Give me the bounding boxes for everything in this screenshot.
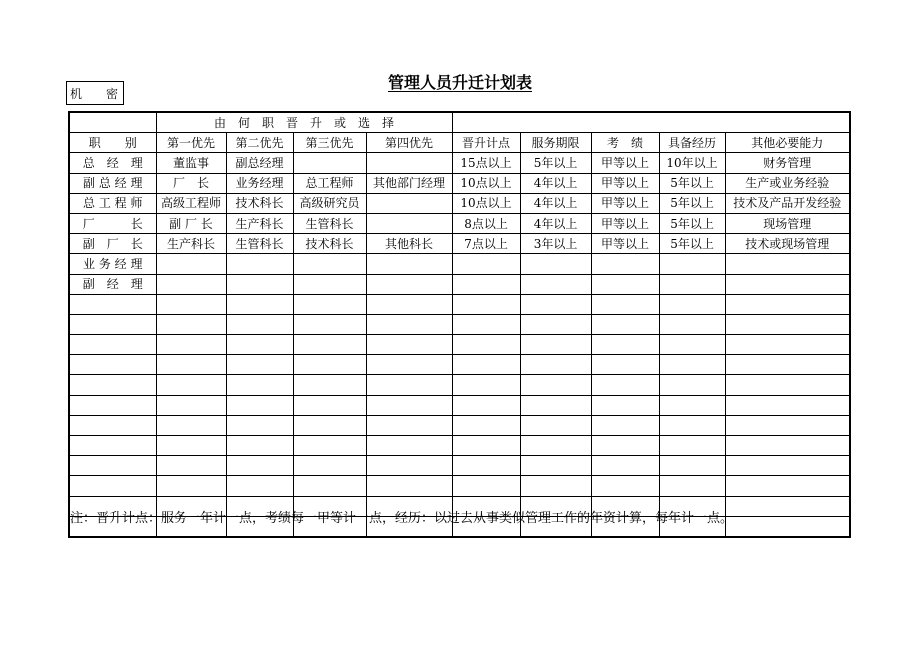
cell-p2: 副总经理 [226, 153, 293, 173]
cell-role: 副 总 经 理 [69, 173, 156, 193]
cell-p2 [226, 476, 293, 496]
cell-ability: 财务管理 [725, 153, 850, 173]
cell-points: 10点以上 [452, 173, 520, 193]
cell-rating [591, 395, 659, 415]
cell-experience: 5年以上 [659, 234, 725, 254]
cell-experience [659, 355, 725, 375]
cell-service [520, 456, 591, 476]
cell-role: 厂 长 [69, 213, 156, 233]
cell-role [69, 456, 156, 476]
cell-p1: 厂 长 [156, 173, 226, 193]
cell-p4 [366, 153, 452, 173]
cell-p2 [226, 314, 293, 334]
cell-service [520, 254, 591, 274]
cell-role [69, 436, 156, 456]
cell-p4: 其他部门经理 [366, 173, 452, 193]
cell-p2 [226, 355, 293, 375]
cell-p4 [366, 395, 452, 415]
cell-service: 4年以上 [520, 173, 591, 193]
header-blank-cell [452, 112, 850, 133]
cell-rating [591, 375, 659, 395]
header-priority-2: 第二优先 [226, 133, 293, 153]
cell-service [520, 355, 591, 375]
header-blank-cell [69, 112, 156, 133]
cell-role: 业 务 经 理 [69, 254, 156, 274]
cell-p2 [226, 436, 293, 456]
cell-experience: 5年以上 [659, 173, 725, 193]
cell-p1 [156, 274, 226, 294]
cell-p3: 总工程师 [293, 173, 366, 193]
promotion-plan-table [68, 111, 851, 538]
cell-points: 10点以上 [452, 193, 520, 213]
cell-experience [659, 274, 725, 294]
cell-rating [591, 436, 659, 456]
cell-ability [725, 274, 850, 294]
cell-rating [591, 335, 659, 355]
cell-p4 [366, 213, 452, 233]
cell-ability [725, 314, 850, 334]
cell-experience [659, 375, 725, 395]
cell-p1 [156, 294, 226, 314]
cell-p3 [293, 476, 366, 496]
cell-experience: 5年以上 [659, 213, 725, 233]
cell-ability [725, 436, 850, 456]
cell-rating [591, 274, 659, 294]
cell-p1 [156, 456, 226, 476]
cell-role [69, 355, 156, 375]
cell-p1 [156, 314, 226, 334]
cell-service [520, 375, 591, 395]
cell-p2: 业务经理 [226, 173, 293, 193]
cell-role [69, 375, 156, 395]
cell-p1: 副 厂 长 [156, 213, 226, 233]
cell-p4 [366, 254, 452, 274]
cell-service [520, 294, 591, 314]
cell-points: 7点以上 [452, 234, 520, 254]
cell-p4: 其他科长 [366, 234, 452, 254]
cell-points [452, 415, 520, 435]
cell-p3 [293, 274, 366, 294]
table-row [69, 395, 850, 415]
cell-rating: 甲等以上 [591, 153, 659, 173]
cell-points [452, 355, 520, 375]
cell-p4 [366, 415, 452, 435]
cell-p3 [293, 415, 366, 435]
cell-p3 [293, 395, 366, 415]
cell-ability [725, 294, 850, 314]
cell-points [452, 436, 520, 456]
table-body [69, 112, 850, 537]
table-row [69, 234, 850, 254]
cell-ability [725, 355, 850, 375]
cell-p3 [293, 355, 366, 375]
title-text: 管理人员升迁计划表 [387, 73, 532, 92]
cell-service [520, 314, 591, 334]
table-row [69, 476, 850, 496]
cell-points [452, 476, 520, 496]
cell-p3 [293, 294, 366, 314]
cell-points: 8点以上 [452, 213, 520, 233]
cell-p2 [226, 415, 293, 435]
cell-p4 [366, 355, 452, 375]
cell-p1 [156, 375, 226, 395]
cell-ability: 技术及产品开发经验 [725, 193, 850, 213]
header-promotion-source: 由 何 职 晋 升 或 选 择 [156, 112, 452, 133]
cell-p3 [293, 254, 366, 274]
cell-rating [591, 415, 659, 435]
cell-service [520, 335, 591, 355]
cell-p4 [366, 274, 452, 294]
cell-experience [659, 314, 725, 334]
cell-ability [725, 254, 850, 274]
cell-p3 [293, 335, 366, 355]
table-row [69, 153, 850, 173]
table-row [69, 335, 850, 355]
table-row [69, 173, 850, 193]
cell-ability: 现场管理 [725, 213, 850, 233]
cell-p4 [366, 375, 452, 395]
cell-p1: 董监事 [156, 153, 226, 173]
cell-p1 [156, 355, 226, 375]
header-priority-4: 第四优先 [366, 133, 452, 153]
cell-service: 5年以上 [520, 153, 591, 173]
table-row [69, 456, 850, 476]
cell-p3 [293, 375, 366, 395]
cell-ability: 生产或业务经验 [725, 173, 850, 193]
cell-experience: 5年以上 [659, 193, 725, 213]
page-title [0, 70, 920, 93]
cell-role [69, 415, 156, 435]
cell-p3: 生管科长 [293, 213, 366, 233]
cell-experience [659, 456, 725, 476]
table-row [69, 254, 850, 274]
cell-rating: 甲等以上 [591, 173, 659, 193]
table-row [69, 274, 850, 294]
table-row [69, 213, 850, 233]
cell-points [452, 395, 520, 415]
table-row [69, 294, 850, 314]
header-experience: 具备经历 [659, 133, 725, 153]
table-row [69, 436, 850, 456]
cell-experience [659, 254, 725, 274]
cell-service: 4年以上 [520, 213, 591, 233]
table-row [69, 375, 850, 395]
cell-role [69, 335, 156, 355]
cell-p1 [156, 335, 226, 355]
cell-rating [591, 355, 659, 375]
cell-rating: 甲等以上 [591, 213, 659, 233]
cell-experience [659, 335, 725, 355]
cell-ability: 技术或现场管理 [725, 234, 850, 254]
cell-role: 副 经 理 [69, 274, 156, 294]
cell-experience [659, 415, 725, 435]
header-points: 晋升计点 [452, 133, 520, 153]
cell-p3 [293, 153, 366, 173]
header-role: 职 别 [69, 133, 156, 153]
table-row [69, 193, 850, 213]
header-row-2 [69, 133, 850, 153]
cell-p4 [366, 294, 452, 314]
cell-points [452, 456, 520, 476]
footnote: 注：晋升计点：服务一年计一点，考绩每一甲等计一点，经历：以过去从事类似管理工作的年资计算，每年计一点。 [70, 511, 734, 526]
cell-experience [659, 476, 725, 496]
cell-p1 [156, 436, 226, 456]
cell-p1 [156, 476, 226, 496]
cell-role [69, 476, 156, 496]
cell-ability [725, 395, 850, 415]
cell-service: 4年以上 [520, 193, 591, 213]
cell-p2: 生管科长 [226, 234, 293, 254]
cell-rating [591, 254, 659, 274]
cell-experience [659, 294, 725, 314]
cell-points [452, 274, 520, 294]
cell-role: 副 厂 长 [69, 234, 156, 254]
cell-role [69, 294, 156, 314]
cell-service [520, 415, 591, 435]
cell-experience [659, 395, 725, 415]
cell-ability [725, 375, 850, 395]
cell-service [520, 274, 591, 294]
cell-p1: 高级工程师 [156, 193, 226, 213]
cell-role: 总 工 程 师 [69, 193, 156, 213]
cell-p4 [366, 335, 452, 355]
cell-ability [725, 335, 850, 355]
cell-p2 [226, 395, 293, 415]
cell-points [452, 254, 520, 274]
cell-p1 [156, 254, 226, 274]
cell-points [452, 314, 520, 334]
cell-role [69, 395, 156, 415]
cell-p4 [366, 476, 452, 496]
cell-role [69, 314, 156, 334]
cell-service [520, 476, 591, 496]
cell-experience [659, 436, 725, 456]
cell-p2: 生产科长 [226, 213, 293, 233]
cell-experience: 10年以上 [659, 153, 725, 173]
cell-ability [725, 516, 850, 537]
cell-p4 [366, 314, 452, 334]
cell-p2 [226, 375, 293, 395]
cell-p3 [293, 314, 366, 334]
cell-p3 [293, 456, 366, 476]
cell-rating: 甲等以上 [591, 193, 659, 213]
cell-rating [591, 476, 659, 496]
cell-service [520, 436, 591, 456]
cell-ability [725, 476, 850, 496]
cell-ability [725, 496, 850, 516]
header-row-1 [69, 112, 850, 133]
cell-p2 [226, 254, 293, 274]
cell-points: 15点以上 [452, 153, 520, 173]
cell-p4 [366, 456, 452, 476]
cell-points [452, 335, 520, 355]
table-row [69, 314, 850, 334]
cell-p1 [156, 415, 226, 435]
header-service: 服务期限 [520, 133, 591, 153]
confidential-box: 机 密 [66, 81, 124, 105]
cell-role: 总 经 理 [69, 153, 156, 173]
cell-rating [591, 456, 659, 476]
cell-points [452, 375, 520, 395]
cell-points [452, 294, 520, 314]
table-row [69, 415, 850, 435]
table-row [69, 355, 850, 375]
header-priority-3: 第三优先 [293, 133, 366, 153]
header-ability: 其他必要能力 [725, 133, 850, 153]
cell-rating [591, 294, 659, 314]
header-rating: 考 绩 [591, 133, 659, 153]
cell-p3: 高级研究员 [293, 193, 366, 213]
cell-rating [591, 314, 659, 334]
cell-p1: 生产科长 [156, 234, 226, 254]
cell-service: 3年以上 [520, 234, 591, 254]
cell-p4 [366, 436, 452, 456]
cell-p2 [226, 335, 293, 355]
cell-p2 [226, 294, 293, 314]
cell-rating: 甲等以上 [591, 234, 659, 254]
cell-p3 [293, 436, 366, 456]
cell-p4 [366, 193, 452, 213]
cell-ability [725, 456, 850, 476]
cell-p1 [156, 395, 226, 415]
cell-p2 [226, 274, 293, 294]
cell-service [520, 395, 591, 415]
cell-p2 [226, 456, 293, 476]
cell-ability [725, 415, 850, 435]
cell-p2: 技术科长 [226, 193, 293, 213]
cell-p3: 技术科长 [293, 234, 366, 254]
header-priority-1: 第一优先 [156, 133, 226, 153]
